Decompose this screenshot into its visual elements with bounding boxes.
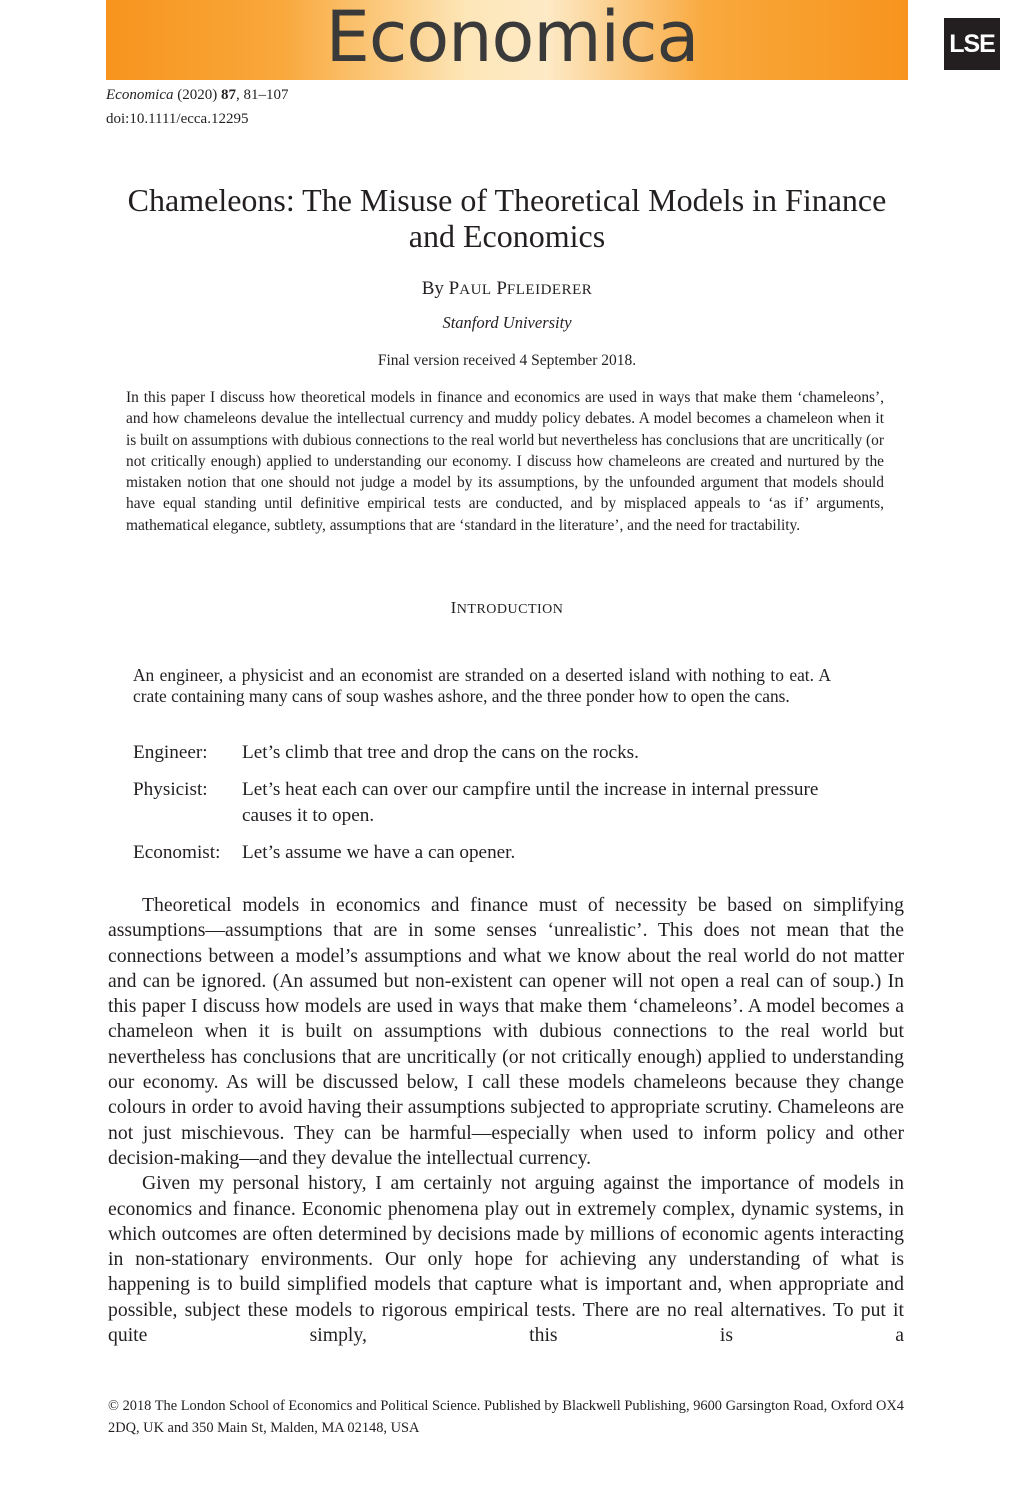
author-byline xyxy=(106,278,908,300)
dialogue-speaker: Engineer: xyxy=(133,742,208,763)
joke-dialogue xyxy=(133,740,833,877)
dialogue-row xyxy=(133,840,833,866)
citation-year: (2020) xyxy=(173,87,221,103)
abstract: In this paper I discuss how theoretical models in finance and economics are used in ways that make them ‘chameleons’, and how chameleons devalue the intellectual currency and muddy policy debates. A model becomes a chameleon when it is built on assumptions with dubious connections to the real world but nevertheless has conclusions that are uncritically (or not critically enough) applied to understanding our economy. I discuss how chameleons are created and nurtured by the mistaken notion that one should not judge a model by its assumptions, by the unfounded argument that models should have equal standing until definitive empirical tests are conducted, and by misplaced appeals to ‘as if’ arguments, mathematical elegance, subtlety, assumptions that are ‘standard in the literature’, and the need for tractability. xyxy=(126,389,884,534)
dialogue-speaker: Economist: xyxy=(133,842,221,863)
citation-line xyxy=(106,84,288,106)
dialogue-row xyxy=(133,777,833,829)
joke-intro: An engineer, a physicist and an economist are stranded on a deserted island with nothing to eat. A crate containing many cans of soup washes ashore, and the three ponder how to open the cans. xyxy=(133,665,831,707)
dialogue-line: Let’s heat each can over our campfire until the increase in internal pressure causes it to open. xyxy=(242,779,819,826)
body-paragraph: Theoretical models in economics and finance must of necessity be based on simplifying assumptions—assumptions that are in some senses ‘unrealistic’. This does not mean that the connections between a model’s assumptions and what we know about the real world do not matter and can be ignored. (An assumed but non-existent can opener will not open a real can of soup.) In this paper I discuss how models are used in ways that make them ‘chameleons’. A model becomes a chameleon when it is built on assumptions with dubious connections to the real world but nevertheless has conclusions that are uncritically (or not critically enough) applied to understanding our economy. As will be discussed below, I call these models chameleons because they change colours in order to avoid having their assumptions subjected to appropriate scrutiny. Chameleons are not just mischievous. They can be harmful—especially when used to inform policy and other decision-making—and they devalue the intellectual currency. xyxy=(108,894,904,1169)
byline-prefix: By xyxy=(421,278,449,299)
dialogue-line: Let’s climb that tree and drop the cans on the rocks. xyxy=(242,742,639,763)
received-date: Final version received 4 September 2018. xyxy=(377,352,637,369)
author-affiliation: Stanford University xyxy=(442,313,572,332)
body-text xyxy=(108,893,904,1348)
heading-rest: NTRODUCTION xyxy=(456,602,564,617)
author-last-rest: FLEIDERER xyxy=(506,282,593,298)
dialogue-line: Let’s assume we have a can opener. xyxy=(242,842,516,863)
doi[interactable]: doi:10.1111/ecca.12295 xyxy=(106,111,249,127)
body-paragraph: Given my personal history, I am certainly not arguing against the importance of models in economics and finance. Economic phenomena play out in extremely complex, dynamic systems, in which outcomes are often determined by decisions made by millions of economic agents interacting in non-stationary environments. Our only hope for achieving any understanding of what is happening is to build simplified models that capture what is important and, when appropriate and possible, subject these models to rigorous empirical tests. There are no real alternatives. To put it quite simply, this is a xyxy=(108,1172,904,1347)
author-first-initial: P xyxy=(448,278,460,299)
journal-title: Economica xyxy=(325,0,699,78)
section-heading-introduction xyxy=(106,598,908,618)
citation-journal: Economica xyxy=(106,87,174,103)
lse-logo: LSE xyxy=(944,18,1000,70)
author-first-rest: AUL xyxy=(459,282,492,298)
journal-banner xyxy=(106,0,995,80)
dialogue-speaker: Physicist: xyxy=(133,779,208,800)
author-last-initial: P xyxy=(496,278,507,299)
heading-initial: I xyxy=(450,598,457,617)
copyright-footer: © 2018 The London School of Economics and Political Science. Published by Blackwell Publishing, 9600 Garsington Road, Oxford OX4 2DQ, UK and 350 Main St, Malden, MA 02148, USA xyxy=(108,1398,904,1436)
citation-pages: , 81–107 xyxy=(235,87,289,103)
dialogue-row xyxy=(133,740,833,766)
citation-volume: 87 xyxy=(220,87,236,103)
article-title: Chameleons: The Misuse of Theoretical Models in Finance and Economics xyxy=(127,182,887,254)
